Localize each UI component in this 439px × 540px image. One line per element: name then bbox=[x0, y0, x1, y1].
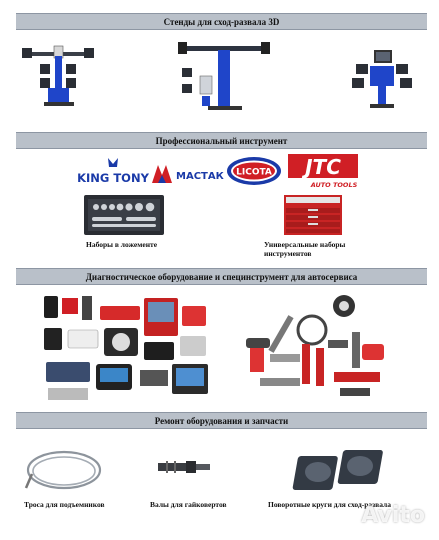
caption-tray-sets: Наборы в ложементе bbox=[86, 240, 158, 249]
kingtony-logo bbox=[77, 158, 149, 188]
kingtony-logo-text: KING TONY bbox=[77, 171, 149, 185]
caption-universal-sets: Универсальные наборы инструментов bbox=[264, 240, 346, 258]
jtc-logo bbox=[288, 154, 358, 190]
socket-tray-image bbox=[84, 195, 164, 235]
turntable-image bbox=[298, 446, 386, 494]
lift-cable-image bbox=[24, 444, 104, 494]
licota-logo-text: LICOTA bbox=[236, 167, 272, 178]
impact-shaft-image bbox=[156, 456, 212, 478]
licota-logo bbox=[226, 156, 282, 186]
jtc-logo-subtext: AUTO TOOLS bbox=[310, 181, 358, 189]
mactak-logo-text: МАСТАК bbox=[176, 171, 224, 182]
tool-chest-image bbox=[282, 193, 344, 237]
alignment-stand-right-image bbox=[352, 44, 412, 112]
caption-impact-shafts: Валы для гайковертов bbox=[150, 500, 227, 509]
diagnostic-devices-image bbox=[40, 292, 212, 404]
avito-watermark: Avito bbox=[361, 503, 425, 528]
caption-turntables: Поворотные круги для сход-развала bbox=[268, 500, 391, 509]
alignment-stand-center-image bbox=[178, 42, 270, 114]
section-header-diagnostics: Диагностическое оборудование и специнструмент для автосервиса bbox=[16, 268, 427, 285]
special-tools-image bbox=[240, 294, 390, 402]
section-header-alignment: Стенды для сход-развала 3D bbox=[16, 13, 427, 30]
section-header-tools: Профессиональный инструмент bbox=[16, 132, 427, 149]
section-header-repair: Ремонт оборудования и запчасти bbox=[16, 412, 427, 429]
jtc-logo-text: JTC bbox=[305, 155, 341, 179]
caption-lift-cables: Троса для подъемников bbox=[24, 500, 105, 509]
mactak-logo bbox=[150, 163, 222, 185]
alignment-stand-left-image bbox=[22, 42, 94, 112]
